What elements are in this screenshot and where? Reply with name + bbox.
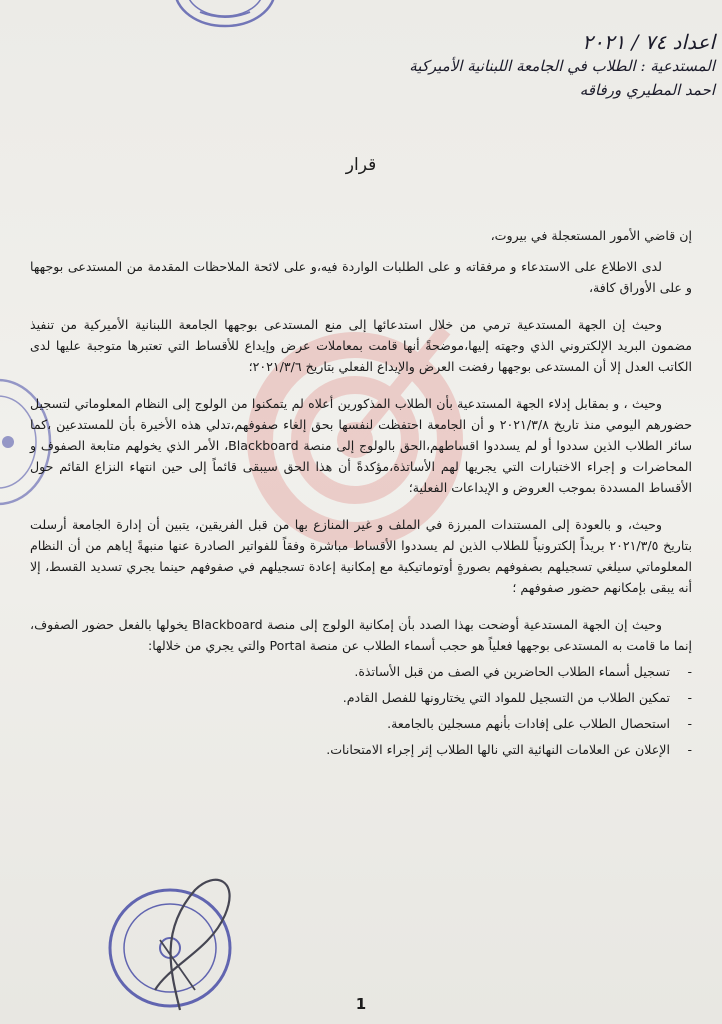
document-body — [30, 225, 692, 766]
list-item: - تسجيل أسماء الطلاب الحاضرين في الصف من قبل الأساتذة. — [30, 662, 670, 682]
portal-functions-list — [30, 662, 692, 760]
list-item: - الإعلان عن العلامات النهائية التي نالها الطلاب إثر إجراء الامتحانات. — [30, 740, 670, 760]
paragraph-2: وحيث إن الجهة المستدعية ترمي من خلال استدعائها إلى منع المستدعى بوجهها الجامعة اللبنانية الأميركية من تنفيذ مضمون البريد الإلكتروني الذي وجهته إليها،موضحةً أنها قامت بمعاملات عرض وإيداع للأقساط التي تعتبرها متوجبة عليها لدى الكاتب العدل إلا أن المستدعى بوجهها رفضت العرض والإيداع الفعلي بتاريخ ٢٠٢١/٣/٦؛ — [30, 317, 692, 374]
handwritten-names: احمد المطيري ورفاقه — [579, 81, 715, 99]
list-item: - تمكين الطلاب من التسجيل للمواد التي يختارونها للفصل القادم. — [30, 688, 670, 708]
handwritten-party: المستدعية : الطلاب في الجامعة اللبنانية الأميركية — [409, 57, 715, 75]
paragraph-3: وحيث ، و بمقابل إدلاء الجهة المستدعية بأن الطلاب المذكورين أعلاه لم يتمكنوا من الولوج إلى النظام المعلوماتي لتسجيل حضورهم اليومي منذ تاريخ ٢٠٢١/٣/٨ و أن الجامعة احتفظت لنفسها بحق إلغاء صفوفهم،تدلي هذه الأخيرة بأن للمستدعين ،كما سائر الطلاب الذين سددوا أو لم يسددوا اقساطهم،الحق بالولوج إلى منصة Blackboard، الأمر الذي يخولهم متابعة الصفوف و المحاضرات و إجراء الاختبارات التي يجريها لهم الأساتذة،مؤكدةً أن هذا الحق سيبقى قائماً إلى حين انتهاء النزاع القائم حول الأقساط المسددة بموجب العروض و الإيداعات الفعلية؛ — [30, 396, 693, 495]
paragraph-5: وحيث إن الجهة المستدعية أوضحت بهذا الصدد بأن إمكانية الولوج إلى منصة Blackboard يخولها بالفعل حضور الصفوف، إنما ما قامت به المستدعى بوجهها فعلياً هو حجب أسماء الطلاب عن منصة Portal والتي يجري من خلالها: — [30, 617, 692, 653]
addressee-line: إن قاضي الأمور المستعجلة في بيروت، — [490, 228, 692, 243]
handwritten-header — [409, 30, 715, 102]
document-title: قرار — [345, 155, 377, 175]
case-number: اعداد ٧٤ / ٢٠٢١ — [582, 30, 715, 54]
page-number: 1 — [355, 995, 367, 1013]
paragraph-4: وحيث، و بالعودة إلى المستندات المبرزة في الملف و غير المنازع بها من قبل الفريقين، يتبين أن إدارة الجامعة أرسلت بتاريخ ٢٠٢١/٣/٥ بريداً إلكترونياً للطلاب الذين لم يسددوا الأقساط مباشرة وفقاً للفواتير الصادرة عنها منبهةً إياهم من أن النظام المعلوماتي سيلغي تسجيلهم بصفوفهم بصورةٍ أوتوماتيكية مع إمكانية إعادة تسجيلهم في صفوفهم حينما يجري تسديد القسط، إلا أنه يبقى بإمكانهم حضور صفوفهم ؛ — [30, 517, 692, 595]
paragraph-1: لدى الاطلاع على الاستدعاء و مرفقاته و على الطلبات الواردة فيه،و على لائحة الملاحظات المقدمة من المستدعى بوجهها و على الأوراق كافة، — [30, 259, 692, 295]
stamp-top-icon — [170, 0, 280, 30]
list-item: - استحصال الطلاب على إفادات بأنهم مسجلين بالجامعة. — [30, 714, 670, 734]
